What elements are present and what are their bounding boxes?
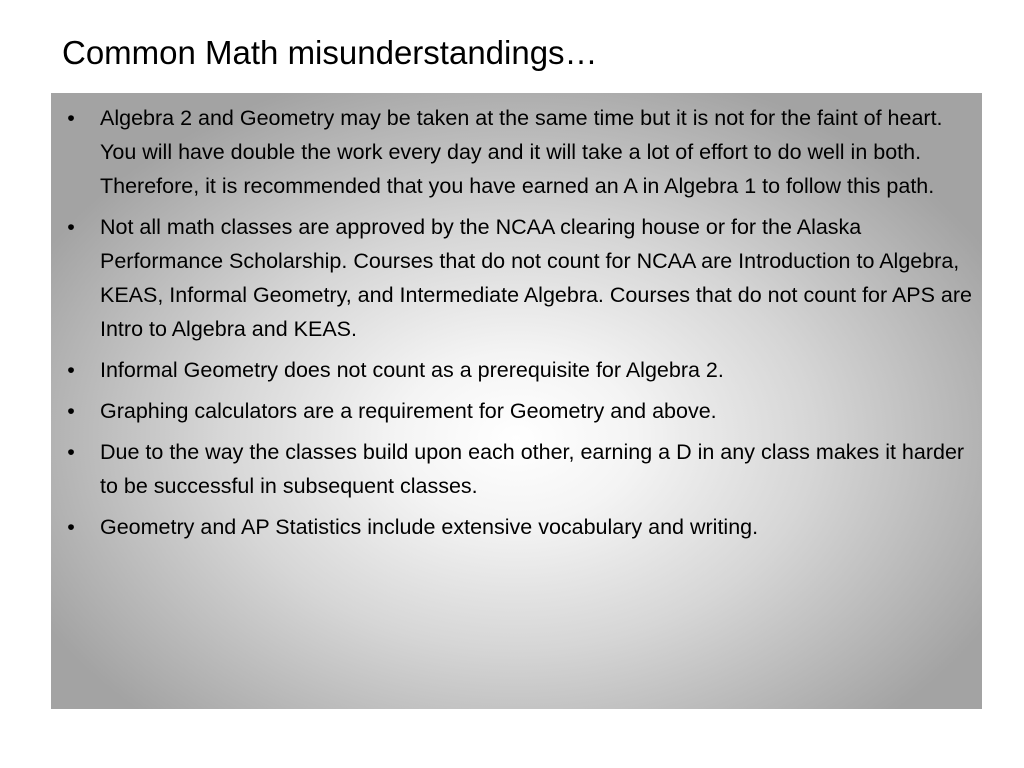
slide-title: Common Math misunderstandings… [62, 34, 598, 71]
bullet-point-icon: • [67, 515, 75, 539]
bullet-point-icon: • [67, 358, 75, 382]
bullet-item [61, 435, 972, 503]
bullet-point-icon: • [67, 106, 75, 130]
bullet-point-icon: • [67, 399, 75, 423]
bullet-item [61, 101, 972, 203]
bullet-text: Informal Geometry does not count as a prerequisite for Algebra 2. [100, 358, 724, 382]
bullet-item [61, 210, 972, 346]
bullet-item [61, 510, 972, 544]
bullet-list [51, 93, 982, 544]
bullet-point-icon: • [67, 215, 75, 239]
bullet-point-icon: • [67, 440, 75, 464]
bullet-text: Graphing calculators are a requirement for Geometry and above. [100, 399, 717, 423]
bullet-text: Algebra 2 and Geometry may be taken at the same time but it is not for the faint of heart. You will have double the work every day and it will take a lot of effort to do well in both. Therefore, it is recommended that you have earned an A in Algebra 1 to follow this path. [100, 106, 943, 198]
bullet-text: Not all math classes are approved by the NCAA clearing house or for the Alaska Performance Scholarship. Courses that do not count for NCAA are Introduction to Algebra, KEAS, Informal Geometry, and Intermediate Algebra. Courses that do not count for APS are Intro to Algebra and KEAS. [100, 215, 973, 341]
content-box [51, 93, 982, 709]
bullet-item [61, 353, 972, 387]
bullet-text: Geometry and AP Statistics include extensive vocabulary and writing. [100, 515, 759, 539]
bullet-text: Due to the way the classes build upon each other, earning a D in any class makes it harder to be successful in subsequent classes. [100, 440, 965, 498]
bullet-item [61, 394, 972, 428]
